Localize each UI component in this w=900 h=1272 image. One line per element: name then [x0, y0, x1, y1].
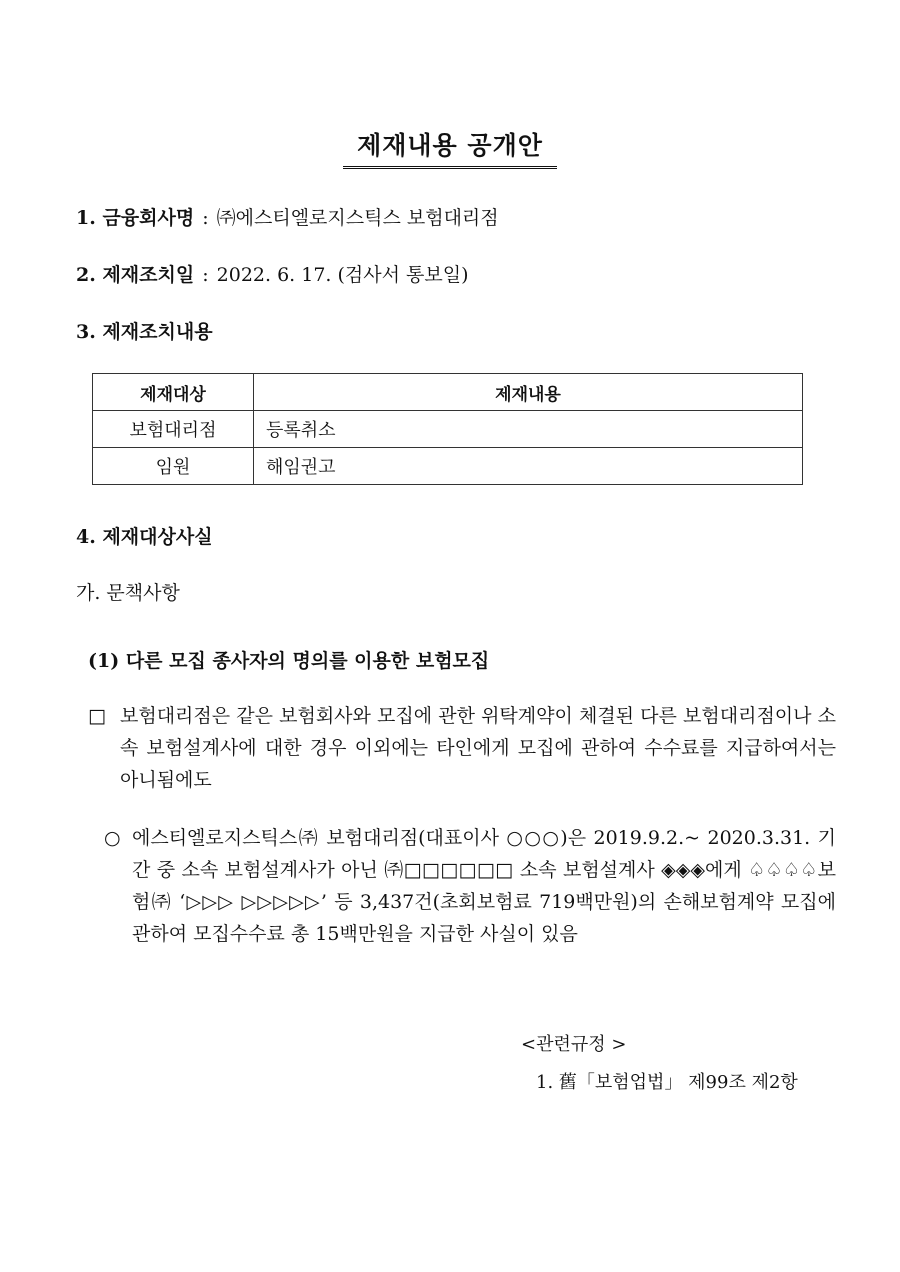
section-facts-label: 4. 제재대상사실 — [76, 526, 213, 548]
section-company-colon: : — [202, 207, 209, 229]
subheading: (1) 다른 모집 종사자의 명의를 이용한 보험모집 — [88, 650, 490, 672]
table-cell-content: 등록취소 — [254, 411, 803, 448]
table-cell-target: 보험대리점 — [93, 411, 254, 448]
sanction-table — [92, 373, 803, 485]
related-regulation-title: <관련규정 > — [521, 1034, 627, 1055]
box-paragraph — [88, 700, 836, 796]
table-header-row — [93, 374, 803, 411]
section-action — [76, 317, 213, 344]
section-reprimand — [76, 578, 180, 605]
related-regulation-item: 1. 舊「보험업법」 제99조 제2항 — [536, 1072, 798, 1093]
page-title: 제재내용 공개안 — [343, 126, 557, 169]
section-date — [76, 260, 469, 287]
section-date-label: 2. 제재조치일 — [76, 264, 195, 286]
section-company-label: 1. 금융회사명 — [76, 207, 195, 229]
table-header-content: 제재내용 — [254, 374, 803, 411]
table-cell-target: 임원 — [93, 448, 254, 485]
section-reprimand-label: 가. 문책사항 — [76, 582, 180, 604]
circle-paragraph-text: 에스티엘로지스틱스㈜ 보험대리점(대표이사 ○○○)은 2019.9.2.~ 2020.3.31. 기간 중 소속 보험설계사가 아닌 ㈜□□□□□□ 소속 보험설계사 ◈◈◈에게 ♤♤♤♤보험㈜ ‘▷▷▷ ▷▷▷▷▷’ 등 3,437건(초회보험료 719백만원)의 손해보험계약 모집에 관하여 모집수수료 총 15백만원을 지급한 사실이 있음 — [132, 827, 836, 945]
section-company — [76, 203, 499, 230]
section-date-colon: : — [202, 264, 209, 286]
section-company-value: ㈜에스티엘로지스틱스 보험대리점 — [216, 207, 499, 229]
square-bullet-icon: □ — [88, 705, 106, 727]
section-facts — [76, 522, 213, 549]
table-cell-content: 해임권고 — [254, 448, 803, 485]
title-wrap — [0, 126, 900, 169]
section-date-value: 2022. 6. 17. (검사서 통보일) — [216, 264, 469, 286]
section-action-label: 3. 제재조치내용 — [76, 321, 213, 343]
circle-paragraph — [104, 822, 836, 950]
circle-bullet-icon: ○ — [104, 827, 121, 849]
table-row — [93, 411, 803, 448]
box-paragraph-text: 보험대리점은 같은 보험회사와 모집에 관한 위탁계약이 체결된 다른 보험대리점이나 소속 보험설계사에 대한 경우 이외에는 타인에게 모집에 관하여 수수료를 지급하여서는 아니됨에도 — [120, 705, 836, 791]
table-row — [93, 448, 803, 485]
table-header-target: 제재대상 — [93, 374, 254, 411]
